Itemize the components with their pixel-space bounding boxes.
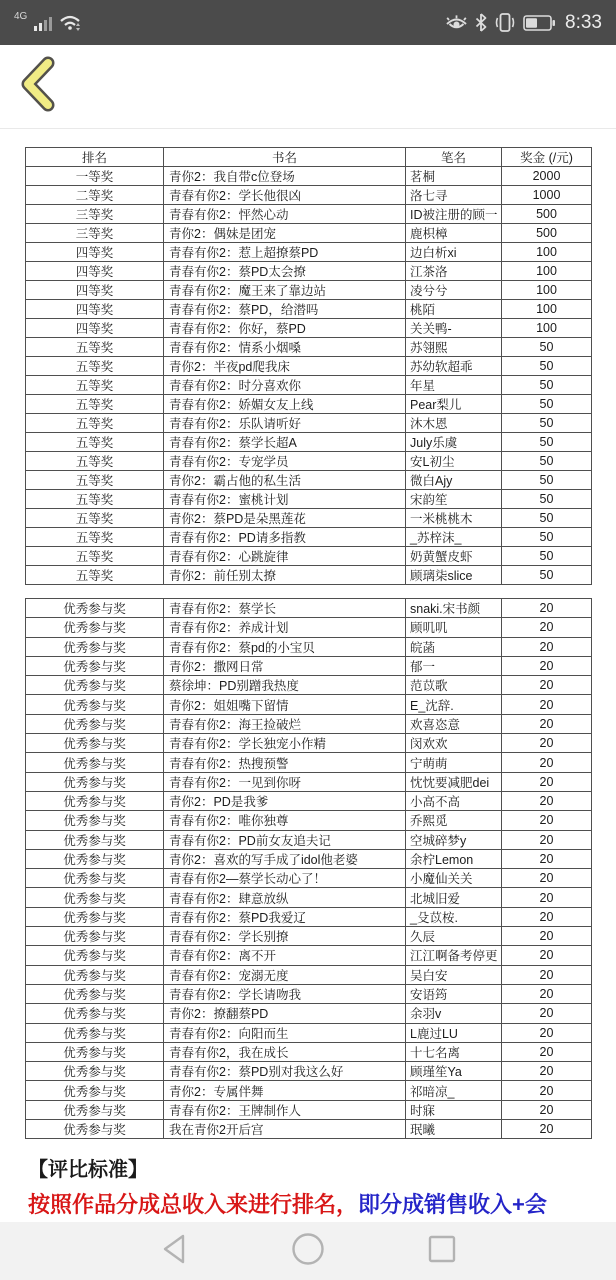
cell-pen_name: 苏幼软超乖 [406, 357, 502, 376]
cell-rank: 二等奖 [26, 186, 164, 205]
cell-prize: 2000 [502, 167, 592, 186]
cell-pen_name: 一米桃桃木 [406, 509, 502, 528]
eye-comfort-icon [445, 14, 468, 32]
cell-pen_name: 小魔仙关关 [406, 869, 502, 888]
status-bar [0, 0, 616, 45]
table-row [26, 1004, 592, 1023]
cell-pen_name: 珉曦 [406, 1120, 502, 1139]
cell-title: 青春有你2：唯你独尊 [164, 811, 406, 830]
cell-prize: 20 [502, 599, 592, 618]
cell-title: 青春有你2，我在成长 [164, 1042, 406, 1061]
column-header-rank: 排名 [26, 148, 164, 167]
cell-rank: 优秀参与奖 [26, 907, 164, 926]
nav-recents-button[interactable] [425, 1234, 459, 1268]
cell-rank: 五等奖 [26, 452, 164, 471]
table-row [26, 946, 592, 965]
cell-title: 青春有你2：宠溺无度 [164, 965, 406, 984]
cell-pen_name: 闵欢欢 [406, 734, 502, 753]
cell-prize: 20 [502, 984, 592, 1003]
cell-prize: 20 [502, 907, 592, 926]
triangle-back-icon [159, 1233, 189, 1270]
table-row [26, 338, 592, 357]
cell-title: 青你2：专属伴舞 [164, 1081, 406, 1100]
cell-pen_name: 乔熙觅 [406, 811, 502, 830]
cell-prize: 20 [502, 927, 592, 946]
cell-title: 青春有你2：海王捡破烂 [164, 714, 406, 733]
cell-title: 青你2：偶妹是团宠 [164, 224, 406, 243]
column-header-pen_name: 笔名 [406, 148, 502, 167]
table-row [26, 1100, 592, 1119]
table-row [26, 1062, 592, 1081]
cell-pen_name: 边白析xi [406, 243, 502, 262]
cell-title: 蔡徐坤：PD别蹭我热度 [164, 676, 406, 695]
cell-prize: 50 [502, 547, 592, 566]
cell-rank: 一等奖 [26, 167, 164, 186]
cell-rank: 优秀参与奖 [26, 734, 164, 753]
cell-rank: 优秀参与奖 [26, 1120, 164, 1139]
cell-title: 青春有你2：你好，蔡PD [164, 319, 406, 338]
cell-rank: 优秀参与奖 [26, 888, 164, 907]
cell-pen_name: 小高不高 [406, 791, 502, 810]
cell-prize: 50 [502, 395, 592, 414]
table-row [26, 186, 592, 205]
cell-rank: 优秀参与奖 [26, 1081, 164, 1100]
cell-prize: 50 [502, 414, 592, 433]
nav-back-button[interactable] [157, 1234, 191, 1268]
cell-prize: 20 [502, 637, 592, 656]
cell-rank: 四等奖 [26, 319, 164, 338]
cell-rank: 三等奖 [26, 224, 164, 243]
cell-prize: 100 [502, 281, 592, 300]
cell-pen_name: E_沈辞. [406, 695, 502, 714]
cell-rank: 优秀参与奖 [26, 1062, 164, 1081]
table-row [26, 376, 592, 395]
cell-prize: 50 [502, 376, 592, 395]
cell-rank: 优秀参与奖 [26, 811, 164, 830]
cell-rank: 五等奖 [26, 395, 164, 414]
cell-title: 青春有你2：情系小烟嗓 [164, 338, 406, 357]
cell-pen_name: L鹿过LU [406, 1023, 502, 1042]
cell-prize: 20 [502, 618, 592, 637]
cell-rank: 优秀参与奖 [26, 791, 164, 810]
cell-pen_name: 茗桐 [406, 167, 502, 186]
table-row [26, 262, 592, 281]
bluetooth-icon [475, 13, 487, 32]
cell-prize: 20 [502, 791, 592, 810]
table-row [26, 599, 592, 618]
cell-title: 我在青你2开后宫 [164, 1120, 406, 1139]
table-row [26, 509, 592, 528]
cell-title: 青春有你2：蜜桃计划 [164, 490, 406, 509]
cell-title: 青春有你2：王牌制作人 [164, 1100, 406, 1119]
cell-title: 青你2：蔡PD是朵黑莲花 [164, 509, 406, 528]
cell-pen_name: _殳苡桉. [406, 907, 502, 926]
cell-pen_name: 桃陌 [406, 300, 502, 319]
cell-rank: 五等奖 [26, 338, 164, 357]
table-row [26, 566, 592, 585]
cell-title: 青你2：前任别太撩 [164, 566, 406, 585]
cell-pen_name: 余柠Lemon [406, 849, 502, 868]
table-row [26, 714, 592, 733]
cell-title: 青春有你2：PD前女友追夫记 [164, 830, 406, 849]
cell-title: 青春有你2：学长请吻我 [164, 984, 406, 1003]
cell-title: 青春有你2：离不开 [164, 946, 406, 965]
back-button[interactable] [16, 58, 64, 116]
cell-pen_name: 顾璃柒slice [406, 566, 502, 585]
cell-title: 青你2：喜欢的写手成了idol他老婆 [164, 849, 406, 868]
vibrate-icon [494, 13, 516, 32]
cell-rank: 四等奖 [26, 262, 164, 281]
cell-rank: 优秀参与奖 [26, 637, 164, 656]
cell-rank: 三等奖 [26, 205, 164, 224]
cell-rank: 五等奖 [26, 357, 164, 376]
table-row [26, 753, 592, 772]
cell-title: 青你2：撒网日常 [164, 656, 406, 675]
cell-title: 青春有你2：蔡pd的小宝贝 [164, 637, 406, 656]
app-header [0, 45, 616, 129]
signal-bars-icon [34, 15, 52, 31]
cell-title: 青春有你2：向阳而生 [164, 1023, 406, 1042]
cell-rank: 优秀参与奖 [26, 714, 164, 733]
criteria-text [28, 1188, 616, 1219]
cell-rank: 四等奖 [26, 281, 164, 300]
cell-rank: 优秀参与奖 [26, 946, 164, 965]
cell-prize: 20 [502, 714, 592, 733]
cell-rank: 优秀参与奖 [26, 830, 164, 849]
cell-prize: 20 [502, 811, 592, 830]
table-row [26, 433, 592, 452]
cell-rank: 优秀参与奖 [26, 927, 164, 946]
cell-title: 青春有你2：PD请多指教 [164, 528, 406, 547]
cell-rank: 四等奖 [26, 300, 164, 319]
cell-rank: 四等奖 [26, 243, 164, 262]
cell-rank: 优秀参与奖 [26, 753, 164, 772]
cell-prize: 500 [502, 224, 592, 243]
table-row [26, 300, 592, 319]
table-row [26, 1120, 592, 1139]
cell-title: 青春有你2：蔡PD，给潜吗 [164, 300, 406, 319]
cell-title: 青春有你2：怦然心动 [164, 205, 406, 224]
table-row [26, 656, 592, 675]
cell-pen_name: 郁一 [406, 656, 502, 675]
cell-pen_name: 吴白安 [406, 965, 502, 984]
cell-title: 青你2：撩翻蔡PD [164, 1004, 406, 1023]
cell-prize: 50 [502, 433, 592, 452]
cell-prize: 20 [502, 869, 592, 888]
status-bar-right [445, 12, 602, 34]
circle-home-icon [291, 1232, 325, 1271]
cell-title: 青你2：我自带c位登场 [164, 167, 406, 186]
cell-title: 青春有你2：学长独宠小作精 [164, 734, 406, 753]
table-row [26, 676, 592, 695]
cell-prize: 20 [502, 772, 592, 791]
cell-rank: 优秀参与奖 [26, 965, 164, 984]
table-row [26, 869, 592, 888]
network-type-label: 4G [14, 11, 28, 22]
cell-prize: 20 [502, 734, 592, 753]
cell-prize: 20 [502, 676, 592, 695]
cell-pen_name: 安L初尘 [406, 452, 502, 471]
cell-pen_name: 沐木恩 [406, 414, 502, 433]
cell-rank: 优秀参与奖 [26, 1042, 164, 1061]
cell-rank: 优秀参与奖 [26, 869, 164, 888]
cell-rank: 五等奖 [26, 376, 164, 395]
nav-home-button[interactable] [291, 1234, 325, 1268]
cell-prize: 20 [502, 753, 592, 772]
android-nav-bar [0, 1222, 616, 1280]
cell-pen_name: 江江啊备考停更 [406, 946, 502, 965]
cell-rank: 优秀参与奖 [26, 676, 164, 695]
cell-prize: 100 [502, 243, 592, 262]
table-row [26, 811, 592, 830]
table-row [26, 357, 592, 376]
cell-rank: 五等奖 [26, 490, 164, 509]
cell-prize: 50 [502, 471, 592, 490]
table-row [26, 224, 592, 243]
cell-pen_name: 十七名离 [406, 1042, 502, 1061]
cell-rank: 五等奖 [26, 471, 164, 490]
cell-pen_name: snaki.宋书颜 [406, 599, 502, 618]
cell-prize: 20 [502, 1081, 592, 1100]
cell-rank: 优秀参与奖 [26, 1100, 164, 1119]
table-row [26, 1042, 592, 1061]
cell-title: 青春有你2：蔡PD我爱辽 [164, 907, 406, 926]
cell-pen_name: 安语筠 [406, 984, 502, 1003]
cell-pen_name: 微白Ajy [406, 471, 502, 490]
cell-pen_name: July乐虞 [406, 433, 502, 452]
cell-title: 青春有你2：蔡学长 [164, 599, 406, 618]
cell-title: 青春有你2：心跳旋律 [164, 547, 406, 566]
table-row [26, 695, 592, 714]
cell-title: 青春有你2：肆意放纵 [164, 888, 406, 907]
prize-table-participation [25, 598, 592, 1139]
cell-rank: 优秀参与奖 [26, 656, 164, 675]
cell-prize: 20 [502, 695, 592, 714]
prize-table-main [25, 147, 592, 585]
cell-prize: 50 [502, 509, 592, 528]
table-row [26, 547, 592, 566]
cell-prize: 50 [502, 566, 592, 585]
cell-pen_name: 顾瑾笙Ya [406, 1062, 502, 1081]
cell-prize: 20 [502, 888, 592, 907]
cell-title: 青春有你2：一见到你呀 [164, 772, 406, 791]
cell-prize: 20 [502, 946, 592, 965]
wifi-icon [59, 14, 83, 32]
cell-rank: 五等奖 [26, 433, 164, 452]
table-row [26, 281, 592, 300]
cell-rank: 优秀参与奖 [26, 772, 164, 791]
cell-pen_name: 苏翎熙 [406, 338, 502, 357]
cell-title: 青春有你2：娇媚女友上线 [164, 395, 406, 414]
cell-prize: 20 [502, 656, 592, 675]
cell-title: 青你2：半夜pd爬我床 [164, 357, 406, 376]
status-bar-left [14, 11, 83, 32]
chevron-left-icon [16, 55, 60, 118]
cell-pen_name: 空城碎梦y [406, 830, 502, 849]
cell-prize: 50 [502, 357, 592, 376]
cell-pen_name: 忱忱要减肥dei [406, 772, 502, 791]
cell-pen_name: _苏梓沫_ [406, 528, 502, 547]
cell-title: 青春有你2：学长别撩 [164, 927, 406, 946]
cell-prize: 50 [502, 452, 592, 471]
cell-pen_name: 北城旧爱 [406, 888, 502, 907]
cell-prize: 50 [502, 528, 592, 547]
cell-prize: 50 [502, 338, 592, 357]
cell-prize: 20 [502, 1023, 592, 1042]
cell-pen_name: 奶黄蟹皮虾 [406, 547, 502, 566]
criteria-text-red: 按照作品分成总收入来进行排名， [28, 1192, 359, 1218]
table-row [26, 528, 592, 547]
cell-pen_name: 江茶洛 [406, 262, 502, 281]
table-header-row [26, 148, 592, 167]
cell-prize: 20 [502, 1042, 592, 1061]
cell-rank: 优秀参与奖 [26, 618, 164, 637]
table-row [26, 618, 592, 637]
column-header-prize: 奖金 (/元) [502, 148, 592, 167]
cell-title: 青春有你2：养成计划 [164, 618, 406, 637]
cell-rank: 优秀参与奖 [26, 984, 164, 1003]
cell-rank: 五等奖 [26, 566, 164, 585]
cell-title: 青春有你2：时分喜欢你 [164, 376, 406, 395]
cell-title: 青春有你2：蔡学长超A [164, 433, 406, 452]
table-row [26, 637, 592, 656]
cell-pen_name: 余羽v [406, 1004, 502, 1023]
cell-title: 青春有你2—蔡学长动心了！ [164, 869, 406, 888]
table-row [26, 395, 592, 414]
cell-pen_name: 顾叽叽 [406, 618, 502, 637]
cell-rank: 五等奖 [26, 509, 164, 528]
table-row [26, 772, 592, 791]
cell-pen_name: 关关鸭- [406, 319, 502, 338]
cell-prize: 500 [502, 205, 592, 224]
cell-title: 青你2：霸占他的私生活 [164, 471, 406, 490]
cell-rank: 优秀参与奖 [26, 695, 164, 714]
table-row [26, 471, 592, 490]
column-header-title: 书名 [164, 148, 406, 167]
table-row [26, 205, 592, 224]
table-row [26, 1081, 592, 1100]
cell-title: 青春有你2：魔王来了靠边站 [164, 281, 406, 300]
square-recents-icon [427, 1234, 457, 1269]
cell-prize: 100 [502, 319, 592, 338]
cell-title: 青春有你2：专宠学员 [164, 452, 406, 471]
table-row [26, 965, 592, 984]
cell-rank: 优秀参与奖 [26, 849, 164, 868]
cell-pen_name: 鹿枳樟 [406, 224, 502, 243]
criteria-text-blue: 即分成销售收入+会 [358, 1192, 547, 1218]
table-row [26, 167, 592, 186]
clock-time: 8:33 [565, 11, 602, 33]
table-row [26, 888, 592, 907]
cell-title: 青春有你2：乐队请听好 [164, 414, 406, 433]
cell-pen_name: 祁暗凉_ [406, 1081, 502, 1100]
table-row [26, 791, 592, 810]
cell-prize: 20 [502, 1062, 592, 1081]
cell-prize: 20 [502, 830, 592, 849]
cell-prize: 100 [502, 262, 592, 281]
cell-pen_name: 宋韵笙 [406, 490, 502, 509]
cell-rank: 优秀参与奖 [26, 1023, 164, 1042]
cell-pen_name: Pear梨儿 [406, 395, 502, 414]
table-row [26, 414, 592, 433]
cell-title: 青春有你2：学长他很凶 [164, 186, 406, 205]
cell-title: 青春有你2：热搜预警 [164, 753, 406, 772]
cell-title: 青你2：姐姐嘴下留情 [164, 695, 406, 714]
cell-title: 青春有你2：蔡PD太会撩 [164, 262, 406, 281]
cell-rank: 优秀参与奖 [26, 1004, 164, 1023]
cell-prize: 100 [502, 300, 592, 319]
table-row [26, 319, 592, 338]
table-row [26, 490, 592, 509]
cell-prize: 50 [502, 490, 592, 509]
cell-pen_name: 欢喜恣意 [406, 714, 502, 733]
cell-prize: 20 [502, 1120, 592, 1139]
table-row [26, 984, 592, 1003]
cell-rank: 五等奖 [26, 547, 164, 566]
cell-pen_name: 皖菡 [406, 637, 502, 656]
table-row [26, 849, 592, 868]
cell-pen_name: 洛七寻 [406, 186, 502, 205]
cell-pen_name: 时寐 [406, 1100, 502, 1119]
cell-prize: 20 [502, 1100, 592, 1119]
cell-prize: 1000 [502, 186, 592, 205]
cell-pen_name: 范苡歌 [406, 676, 502, 695]
page-content [0, 129, 616, 1219]
cell-rank: 五等奖 [26, 528, 164, 547]
table-row [26, 907, 592, 926]
battery-icon [523, 15, 555, 31]
cell-pen_name: 凌兮兮 [406, 281, 502, 300]
cell-pen_name: 年星 [406, 376, 502, 395]
table-row [26, 830, 592, 849]
cell-prize: 20 [502, 1004, 592, 1023]
table-row [26, 1023, 592, 1042]
cell-pen_name: ID被注册的顾一 [406, 205, 502, 224]
cell-prize: 20 [502, 965, 592, 984]
cell-title: 青春有你2：蔡PD别对我这么好 [164, 1062, 406, 1081]
cell-title: 青你2：PD是我爹 [164, 791, 406, 810]
cell-rank: 优秀参与奖 [26, 599, 164, 618]
cell-rank: 五等奖 [26, 414, 164, 433]
cell-title: 青春有你2：惹上超撩蔡PD [164, 243, 406, 262]
criteria-section-title: 【评比标准】 [28, 1159, 148, 1182]
table-row [26, 927, 592, 946]
table-row [26, 243, 592, 262]
table-row [26, 452, 592, 471]
cell-pen_name: 久辰 [406, 927, 502, 946]
cell-pen_name: 宁萌萌 [406, 753, 502, 772]
cell-prize: 20 [502, 849, 592, 868]
table-row [26, 734, 592, 753]
